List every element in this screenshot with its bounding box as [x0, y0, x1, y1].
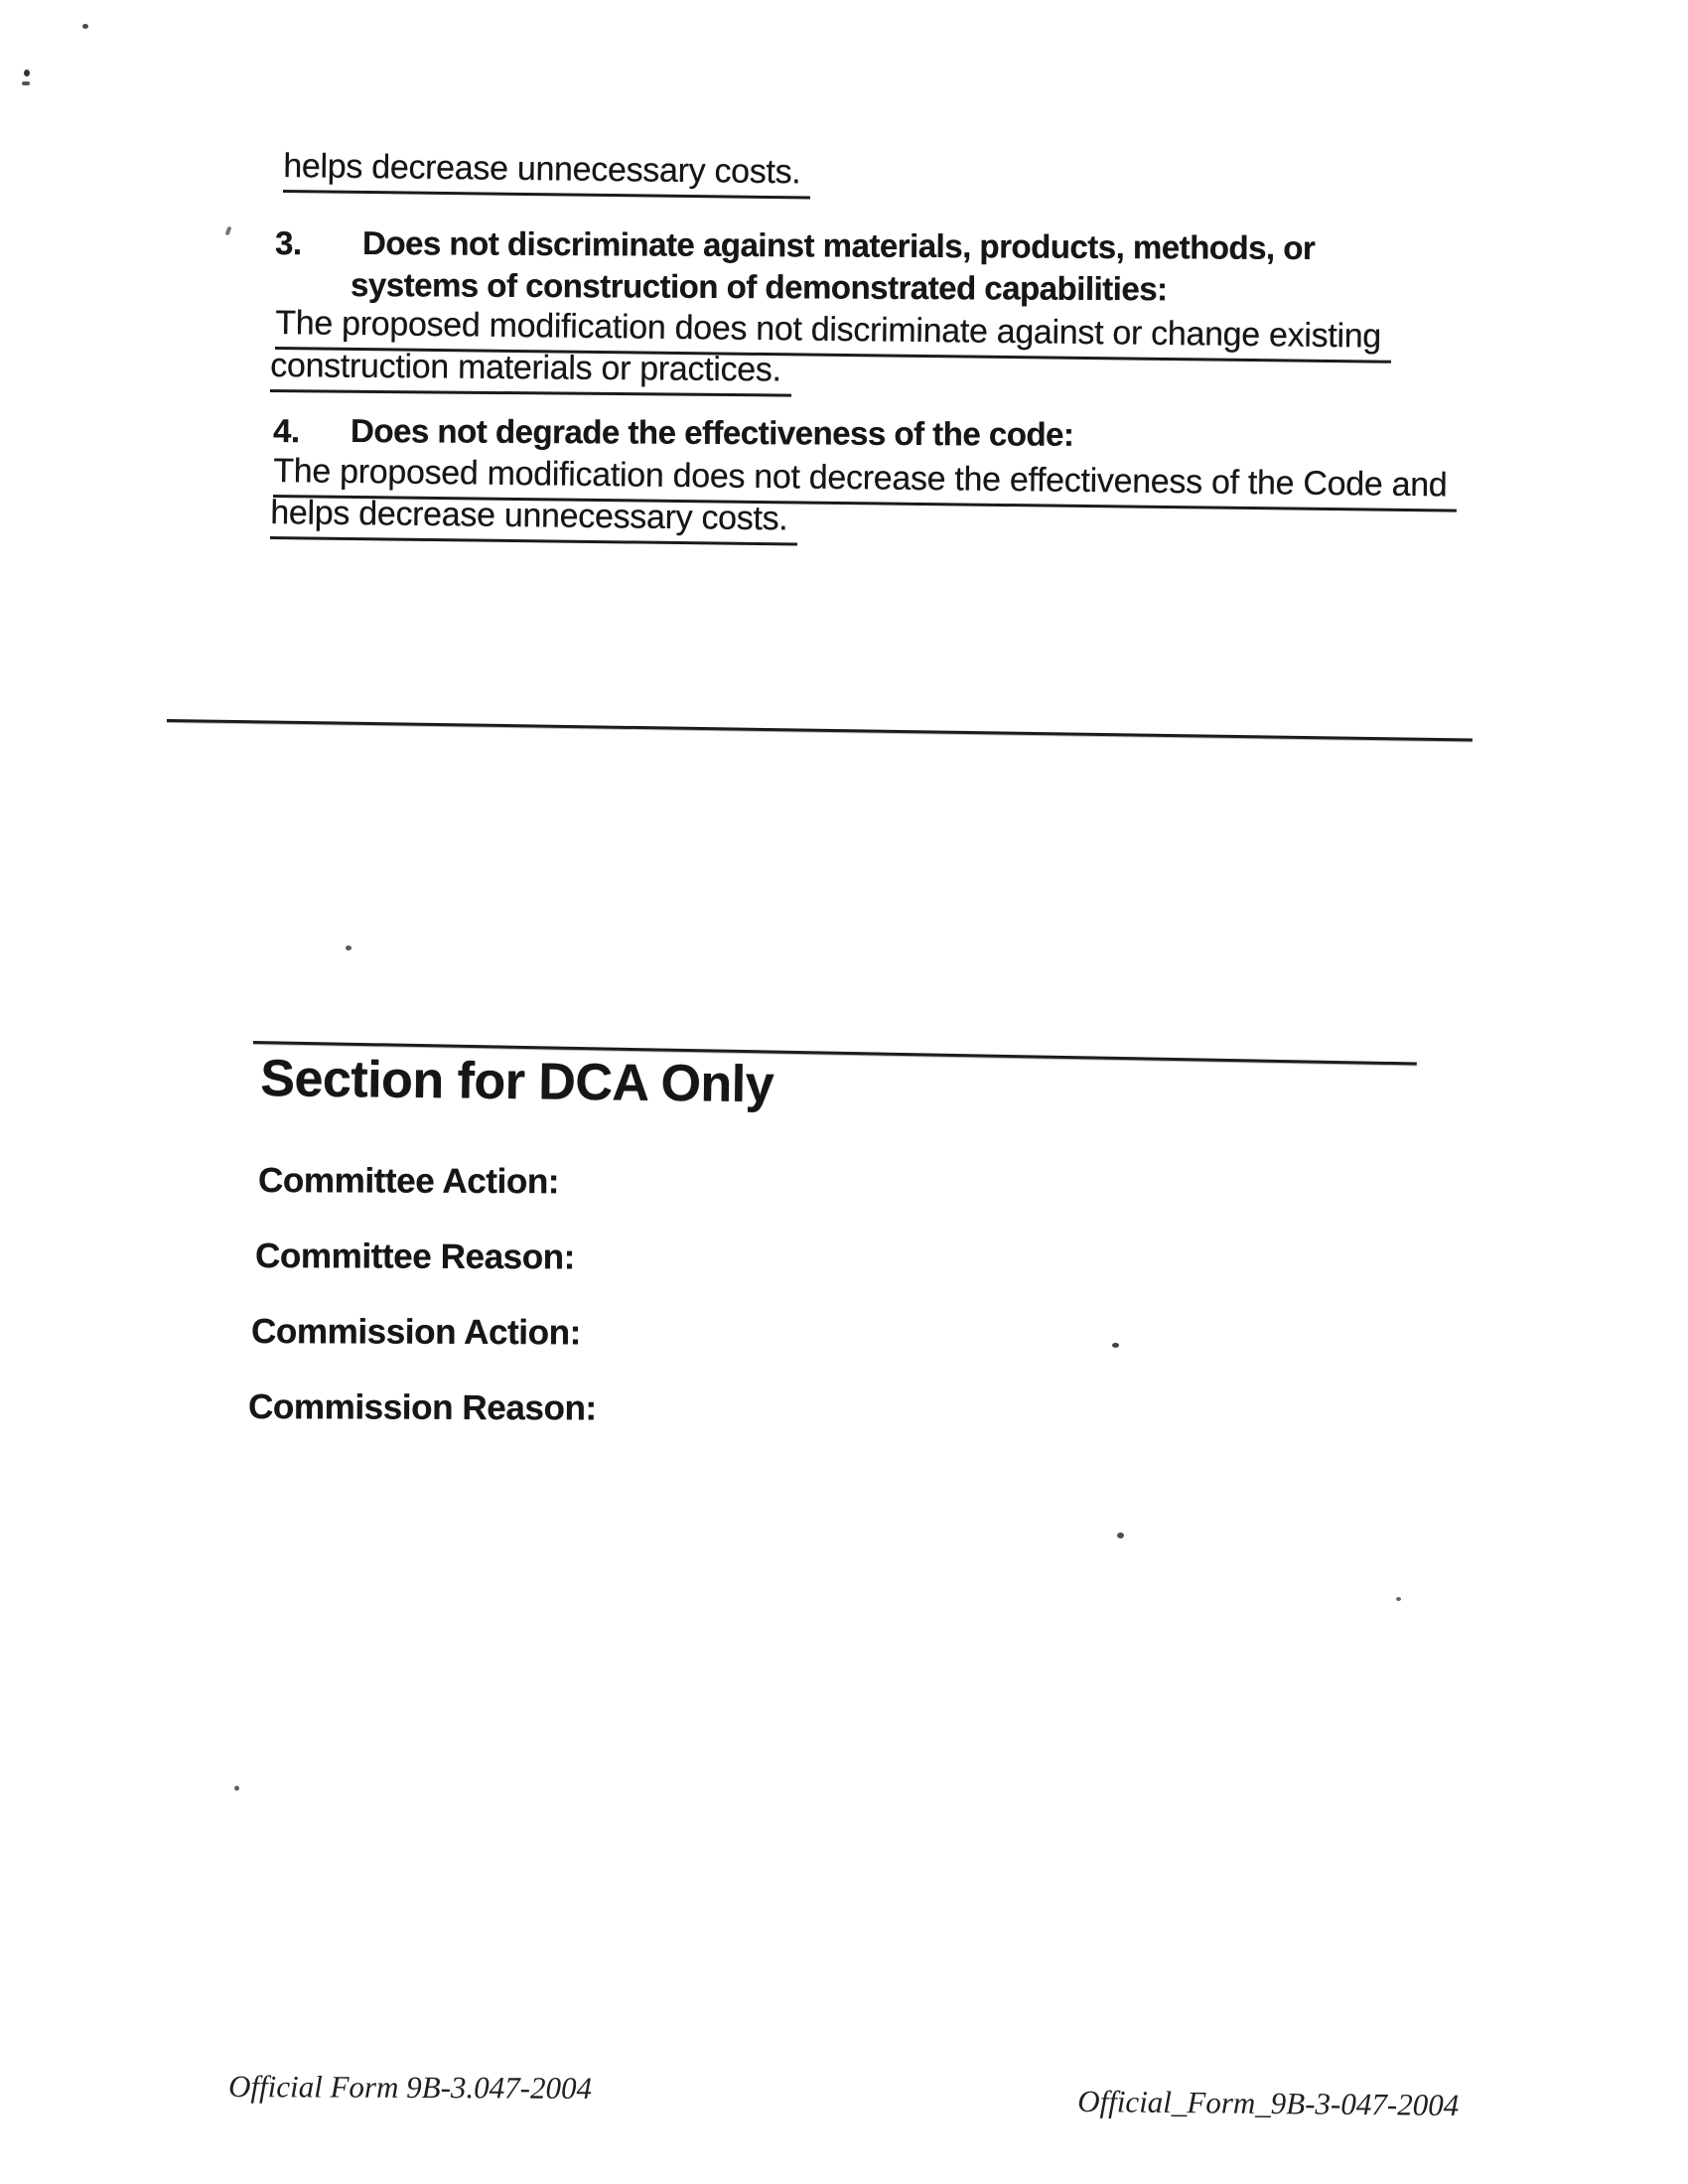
item3-heading-line1: Does not discriminate against materials, products, methods, or: [362, 224, 1316, 267]
item3-heading-line2: systems of construction of demonstrated capabilities:: [351, 266, 1168, 308]
scan-speck: [22, 81, 30, 85]
item3-body-line2-text: construction materials or practices.: [270, 347, 791, 397]
item4-number: 4.: [273, 412, 300, 450]
item3-body-line1-text: The proposed modification does not discriminate against or change existing: [275, 304, 1391, 364]
item3-body-line2: [270, 347, 791, 397]
scan-speck: [1117, 1532, 1124, 1538]
commission-reason-label: Commission Reason:: [248, 1387, 597, 1428]
commission-action-label: Commission Action:: [251, 1312, 581, 1353]
footer-form-number-left: Official Form 9B-3.047-2004: [228, 2069, 593, 2106]
committee-reason-label: Committee Reason:: [255, 1237, 576, 1277]
scan-speck: [346, 946, 352, 950]
item4-body-line1-text: The proposed modification does not decrease the effectiveness of the Code and: [273, 452, 1458, 512]
item4-body-line2-text: helps decrease unnecessary costs.: [270, 494, 798, 546]
intro-underlined-line: [283, 147, 811, 200]
intro-underlined-text: helps decrease unnecessary costs.: [283, 147, 811, 200]
scan-speck: [225, 226, 232, 236]
dca-section-title: Section for DCA Only: [260, 1050, 774, 1114]
item4-body-line2: [270, 494, 798, 546]
scan-speck: [82, 24, 88, 29]
scan-speck: [234, 1786, 239, 1791]
scan-speck: [1396, 1597, 1401, 1601]
footer-form-number-right: Official_Form_9B-3-047-2004: [1077, 2084, 1460, 2123]
scan-speck: [1112, 1343, 1119, 1348]
item3-number: 3.: [275, 224, 302, 262]
scan-speck: [24, 70, 30, 76]
horizontal-divider-1: [167, 719, 1473, 742]
committee-action-label: Committee Action:: [258, 1161, 560, 1202]
item4-heading: Does not degrade the effectiveness of the code:: [351, 412, 1074, 453]
